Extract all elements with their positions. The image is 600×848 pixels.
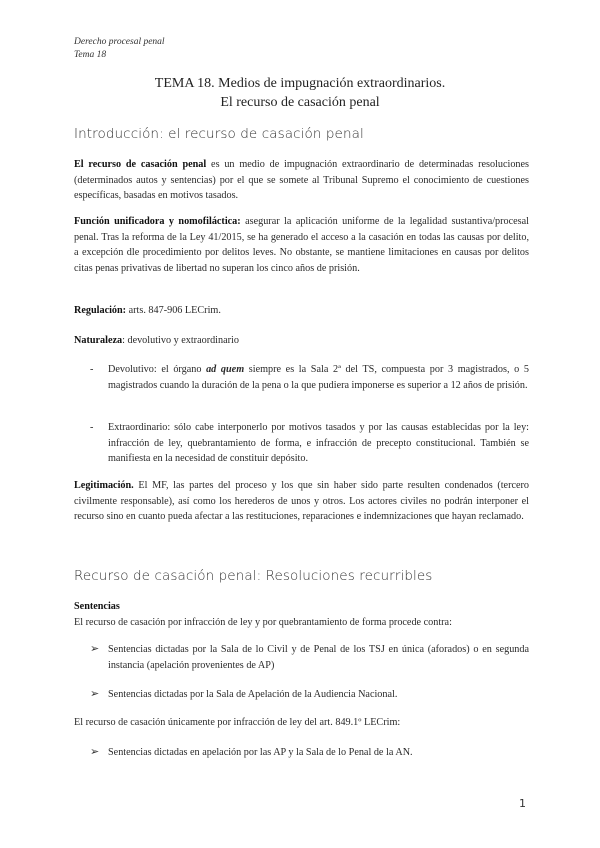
regulation-term: Regulación: [74,305,127,316]
regulation-text: arts. 847-906 LECrim. [126,305,221,316]
title-line-2: El recurso de casación penal [220,95,380,110]
arrow-bullet-icon: ➢ [90,688,100,700]
legitimation-term: Legitimación. [74,480,134,491]
arrow-bullet-icon: ➢ [90,746,100,758]
section-heading-resoluciones: Recurso de casación penal: Resoluciones recurribles [74,568,433,584]
definition-term: El recurso de casación penal [74,159,207,170]
header-subject: Derecho procesal penal [74,37,165,47]
definition-text: es un medio de impugnación extraordinario de determinadas resoluciones (determinados autos y sentencias) por el que se somete al Tribunal Supremo el conocimiento de cuestiones específicas, basadas en motivos tasados. [74,159,529,202]
item-text: siempre es la Sala 2ª del TS, compuesta por 3 magistrados, o 5 magistrados cuando la duración de la pena o la que pudiera imponerse es superior a 12 años de prisión. [108,364,529,391]
arrow-bullet-icon: ➢ [90,643,100,655]
item-text: Extraordinario: sólo cabe interponerlo por motivos tasados y por las causas establecidas por la ley: infracción de ley, quebrantamiento de forma, e infracción de precepto constitucional. También se manifiesta en la necesidad de constituir depósito. [108,422,529,465]
title-line-1: TEMA 18. Medios de impugnación extraordinarios. [154,76,446,91]
section-heading-introduccion: Introducción: el recurso de casación penal [74,126,364,142]
function-term: Función unificadora y nomofiláctica: [74,216,241,227]
sentencias-term: Sentencias [74,601,120,612]
list-bullet: - [90,422,94,433]
list-item-audiencia-nacional: Sentencias dictadas por la Sala de Apelación de la Audiencia Nacional. [108,689,398,700]
list-item-tsj: Sentencias dictadas por la Sala de lo Civil y de Penal de los TSJ en única (aforados) o en segunda instancia (apelación provenientes de AP) [108,644,529,671]
paragraph-function [74,214,529,276]
document-title [0,74,600,112]
list-bullet: - [90,364,94,375]
paragraph-regulation [74,303,529,319]
ad-quem-term: ad quem [206,364,245,375]
paragraph-legitimation [74,478,529,525]
page-number: 1 [519,797,526,810]
sentencias-intro: El recurso de casación por infracción de ley y por quebrantamiento de forma procede contra: [74,616,452,628]
paragraph-sentencias [74,599,529,630]
nature-text: : devolutivo y extraordinario [122,335,239,346]
header-topic: Tema 18 [74,50,107,60]
paragraph-nature [74,333,529,349]
list-item-extraordinario [108,420,529,467]
running-header [74,36,165,62]
paragraph-definition [74,157,529,204]
nature-term: Naturaleza [74,335,123,346]
item-text: Devolutivo: el órgano [108,364,207,375]
list-item-apelacion: Sentencias dictadas en apelación por las AP y la Sala de lo Penal de la AN. [108,747,413,758]
paragraph-infraccion-ley: El recurso de casación únicamente por infracción de ley del art. 849.1º LECrim: [74,717,401,728]
function-text: asegurar la aplicación uniforme de la legalidad sustantiva/procesal penal. Tras la reforma de la Ley 41/2015, se ha generado el acceso a la casación en todas las causas por delito, a excepción dle procedimiento por delitos leves. No obstante, se mantiene limitaciones en causas por delitos citas penas privativas de libertad no superan los cinco años de prisión. [74,216,529,274]
list-item-devolutivo [108,362,529,393]
legitimation-text: El MF, las partes del proceso y los que sin haber sido parte resulten condenados (tercero civilmente responsable), así como los herederos de unos y otros. Los actores civiles no podrán interponer el recurso sino en cuanto pueda afectar a las restituciones, reparaciones e indemnizaciones que hayan reclamado. [74,480,529,523]
